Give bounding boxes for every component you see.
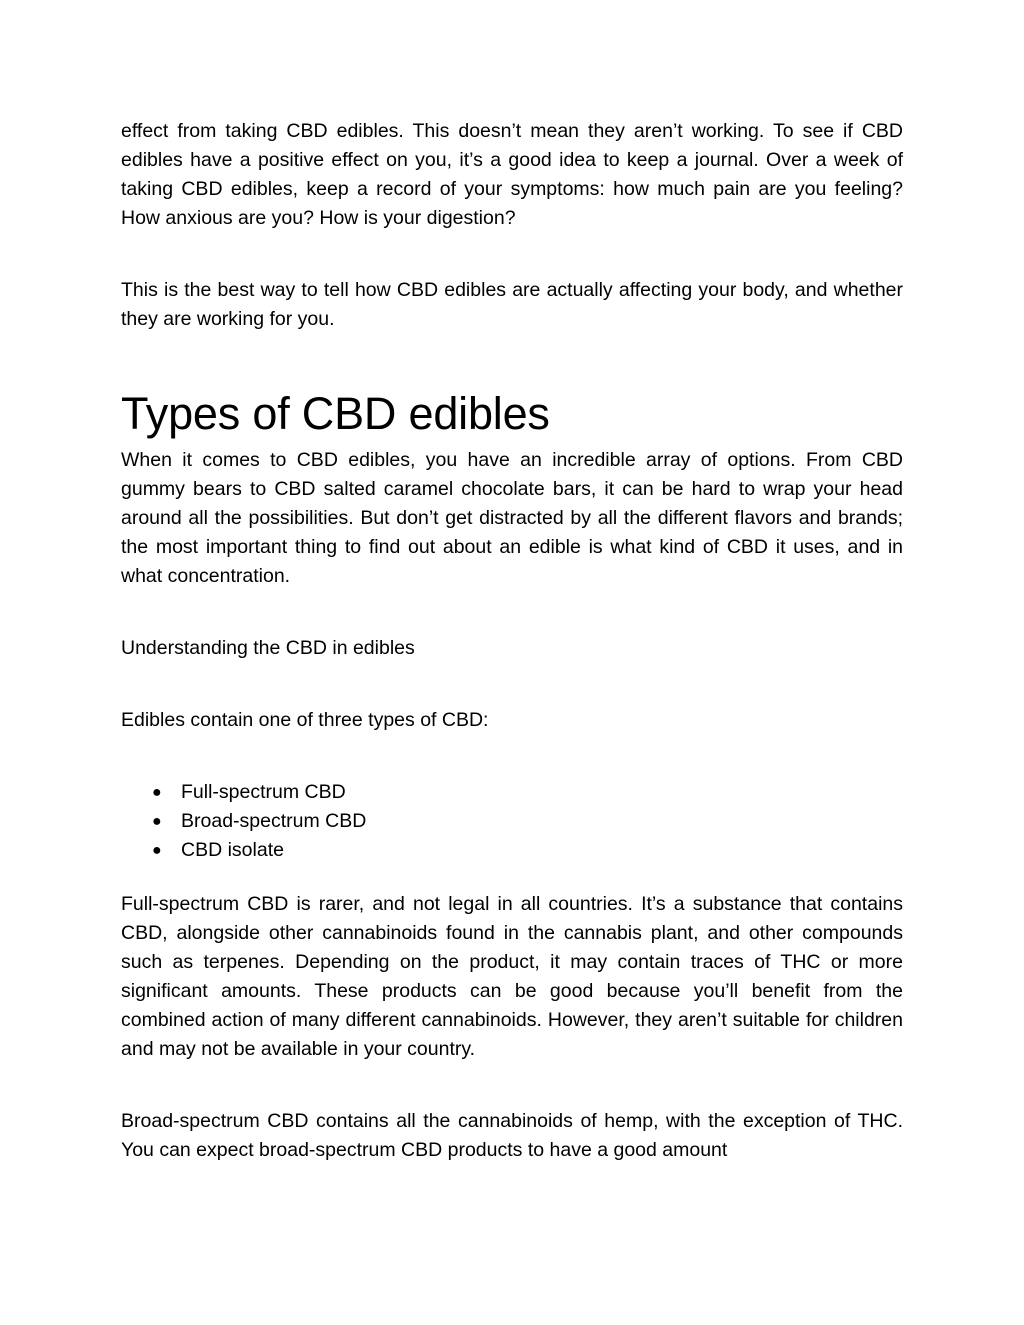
paragraph-broad-spectrum: Broad-spectrum CBD contains all the cannabinoids of hemp, with the exception of THC. You can expect broad-spectrum CBD products to have a good amount [121,1110,903,1161]
list-item [121,778,903,807]
list-item-label: Full-spectrum CBD [181,781,346,803]
list-item-label: CBD isolate [181,839,284,861]
paragraph-journal: effect from taking CBD edibles. This doesn’t mean they aren’t working. To see if CBD edibles have a positive effect on you, it’s a good idea to keep a journal. Over a week of taking CBD edibles, keep a record of your symptoms: how much pain are you feeling? How anxious are you? How is your digestion? [121,120,903,229]
spacer [121,735,903,778]
paragraph-full-spectrum: Full-spectrum CBD is rarer, and not legal in all countries. It’s a substance that contains CBD, alongside other cannabinoids found in the cannabis plant, and other compounds such as terpenes. Depending on the product, it may contain traces of THC or more significant amounts. These products can be good because you’ll benefit from the combined action of many different cannabinoids. However, they aren’t suitable for children and may not be available in your country. [121,893,903,1060]
spacer [121,334,903,389]
spacer [121,1064,903,1107]
spacer [121,233,903,276]
cbd-types-list [121,778,903,865]
bullet-icon: ● [152,784,162,801]
bullet-icon: ● [152,842,162,859]
list-item [121,807,903,836]
document-page [121,117,903,1165]
list-item [121,836,903,865]
list-item-label: Broad-spectrum CBD [181,810,367,832]
bullet-icon: ● [152,813,162,830]
list-intro: Edibles contain one of three types of CBD: [121,709,489,731]
paragraph-options: When it comes to CBD edibles, you have an incredible array of options. From CBD gummy bears to CBD salted caramel chocolate bars, it can be hard to wrap your head around all the possibilities. But don’t get distracted by all the different flavors and brands; the most important thing to find out about an edible is what kind of CBD it uses, and in what concentration. [121,449,903,587]
spacer [121,439,903,446]
subheading: Understanding the CBD in edibles [121,637,415,659]
paragraph-best-way: This is the best way to tell how CBD edibles are actually affecting your body, and whether they are working for you. [121,279,903,330]
spacer [121,663,903,706]
section-heading: Types of CBD edibles [121,388,550,439]
spacer [121,591,903,634]
spacer [121,865,903,890]
